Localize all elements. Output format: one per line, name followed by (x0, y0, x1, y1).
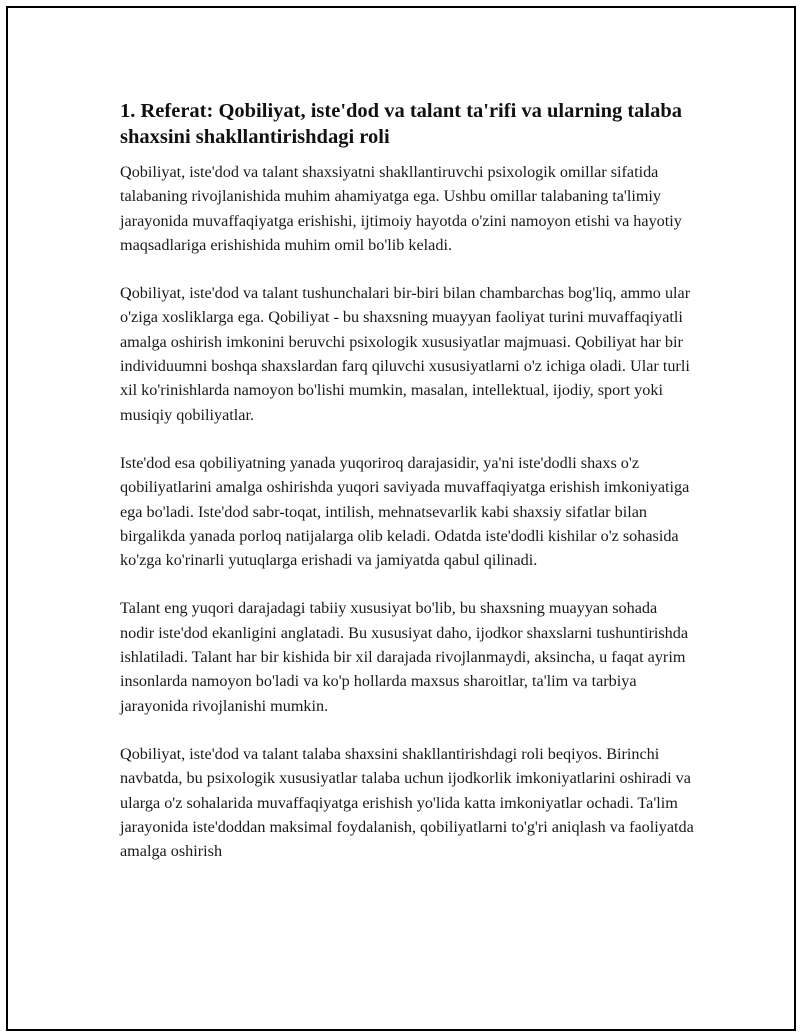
paragraph: Qobiliyat, iste'dod va talant tushunchalari bir-biri bilan chambarchas bog'liq, ammo ular o'ziga xosliklarga ega. Qobiliyat - bu shaxsning muayyan faoliyat turini muvaffaqiyatli amalga oshirish imkonini beruvchi psixologik xususiyatlar majmuasi. Qobiliyat har bir individuumni boshqa shaxslardan farq qiluvchi xususiyatlarni o'z ichiga oladi. Ular turli xil ko'rinishlarda namoyon bo'lishi mumkin, masalan, intellektual, ijodiy, sport yoki musiqiy qobiliyatlar. (120, 284, 691, 424)
paragraph: Qobiliyat, iste'dod va talant shaxsiyatni shakllantiruvchi psixologik omillar sifatida talabaning rivojlanishida muhim ahamiyatga ega. Ushbu omillar talabaning ta'limiy jarayonida muvaffaqiyatga erishishi, ijtimoiy hayotda o'zini namoyon etishi va hayotiy maqsadlariga erishishida muhim omil bo'lib keladi. (120, 163, 682, 254)
document-body (120, 98, 694, 887)
paragraph: Talant eng yuqori darajadagi tabiiy xususiyat bo'lib, bu shaxsning muayyan sohada nodir iste'dod ekanligini anglatadi. Bu xususiyat daho, ijodkor shaxslarni tushuntirishda ishlatiladi. Talant har bir kishida bir xil darajada rivojlanmaydi, aksincha, u faqat ayrim insonlarda namoyon bo'ladi va ko'p hollarda maxsus sharoitlar, ta'lim va tarbiya jarayonida rivojlanishi mumkin. (120, 599, 689, 715)
paragraph: Qobiliyat, iste'dod va talant talaba shaxsini shakllantirishdagi roli beqiyos. Birinchi navbatda, bu psixologik xususiyatlar talaba uchun ijodkorlik imkoniyatlarini oshiradi va ularga o'z sohalarida muvaffaqiyatga erishish yo'lida katta imkoniyatlar ochadi. Ta'lim jarayonida iste'doddan maksimal foydalanish, qobiliyatlarni to'g'ri aniqlash va faoliyatda amalga oshirish (120, 744, 694, 861)
page-frame (6, 6, 796, 1031)
paragraph: Iste'dod esa qobiliyatning yanada yuqoriroq darajasidir, ya'ni iste'dodli shaxs o'z qobiliyatlarini amalga oshirishda yuqori saviyada muvaffaqiyatga erishish imkoniyatiga ega bo'ladi. Iste'dod sabr-toqat, intilish, mehnatsevarlik kabi shaxsiy sifatlar bilan birgalikda yanada porloq natijalarga olib keladi. Odatda iste'dodli kishilar o'z sohasida ko'zga ko'rinarli yutuqlarga erishadi va jamiyatda qabul qilinadi. (120, 453, 690, 570)
document-title: 1. Referat: Qobiliyat, iste'dod va talant ta'rifi va ularning talaba shaxsini shakllantirishdagi roli (120, 100, 683, 148)
